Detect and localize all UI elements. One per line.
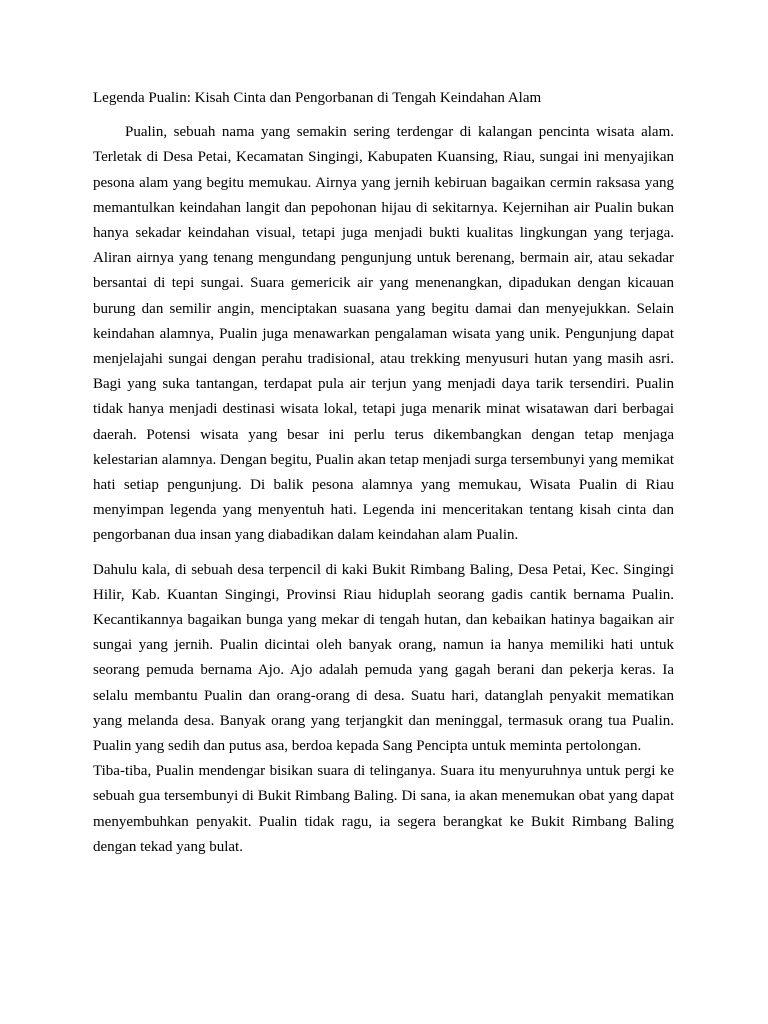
paragraph-legend-continue: Tiba-tiba, Pualin mendengar bisikan suara di telinganya. Suara itu menyuruhnya untuk pergi ke sebuah gua tersembunyi di Bukit Rimbang Baling. Di sana, ia akan menemukan obat yang dapat menyembuhkan penyakit. Pualin tidak ragu, ia segera berangkat ke Bukit Rimbang Baling dengan tekad yang bulat.: [93, 763, 674, 855]
document-page: [93, 86, 674, 860]
paragraph-intro: Pualin, sebuah nama yang semakin sering terdengar di kalangan pencinta wisata alam. Terletak di Desa Petai, Kecamatan Singingi, Kabupaten Kuansing, Riau, sungai ini menyajikan pesona alam yang begitu memukau. Airnya yang jernih kebiruan bagaikan cermin raksasa yang memantulkan keindahan langit dan pepohonan hijau di sekitarnya. Kejernihan air Pualin bukan hanya sekadar keindahan visual, tetapi juga menjadi bukti kualitas lingkungan yang terjaga. Aliran airnya yang tenang mengundang pengunjung untuk berenang, bermain air, atau sekadar bersantai di tepi sungai. Suara gemericik air yang menenangkan, dipadukan dengan kicauan burung dan semilir angin, menciptakan suasana yang begitu damai dan menyejukkan. Selain keindahan alamnya, Pualin juga menawarkan pengalaman wisata yang unik. Pengunjung dapat menjelajahi sungai dengan perahu tradisional, atau trekking menyusuri hutan yang masih asri. Bagi yang suka tantangan, terdapat pula air terjun yang menjadi daya tarik tersendiri. Pualin tidak hanya menjadi destinasi wisata lokal, tetapi juga menarik minat wisatawan dari berbagai daerah. Potensi wisata yang besar ini perlu terus dikembangkan dengan tetap menjaga kelestarian alamnya. Dengan begitu, Pualin akan tetap menjadi surga tersembunyi yang memikat hati setiap pengunjung. Di balik pesona alamnya yang memukau, Wisata Pualin di Riau menyimpan legenda yang menyentuh hati. Legenda ini menceritakan tentang kisah cinta dan pengorbanan dua insan yang diabadikan dalam keindahan alam Pualin.: [93, 124, 674, 544]
document-title: Legenda Pualin: Kisah Cinta dan Pengorbanan di Tengah Keindahan Alam: [93, 90, 542, 106]
paragraph-legend-start: Dahulu kala, di sebuah desa terpencil di kaki Bukit Rimbang Baling, Desa Petai, Kec. Singingi Hilir, Kab. Kuantan Singingi, Provinsi Riau hiduplah seorang gadis cantik bernama Pualin. Kecantikannya bagaikan bunga yang mekar di tengah hutan, dan kebaikan hatinya bagaikan air sungai yang jernih. Pualin dicintai oleh banyak orang, namun ia hanya memiliki hati untuk seorang pemuda bernama Ajo. Ajo adalah pemuda yang gagah berani dan pekerja keras. Ia selalu membantu Pualin dan orang-orang di desa. Suatu hari, datanglah penyakit mematikan yang melanda desa. Banyak orang yang terjangkit dan meninggal, termasuk orang tua Pualin. Pualin yang sedih dan putus asa, berdoa kepada Sang Pencipta untuk meminta pertolongan.: [93, 561, 674, 755]
